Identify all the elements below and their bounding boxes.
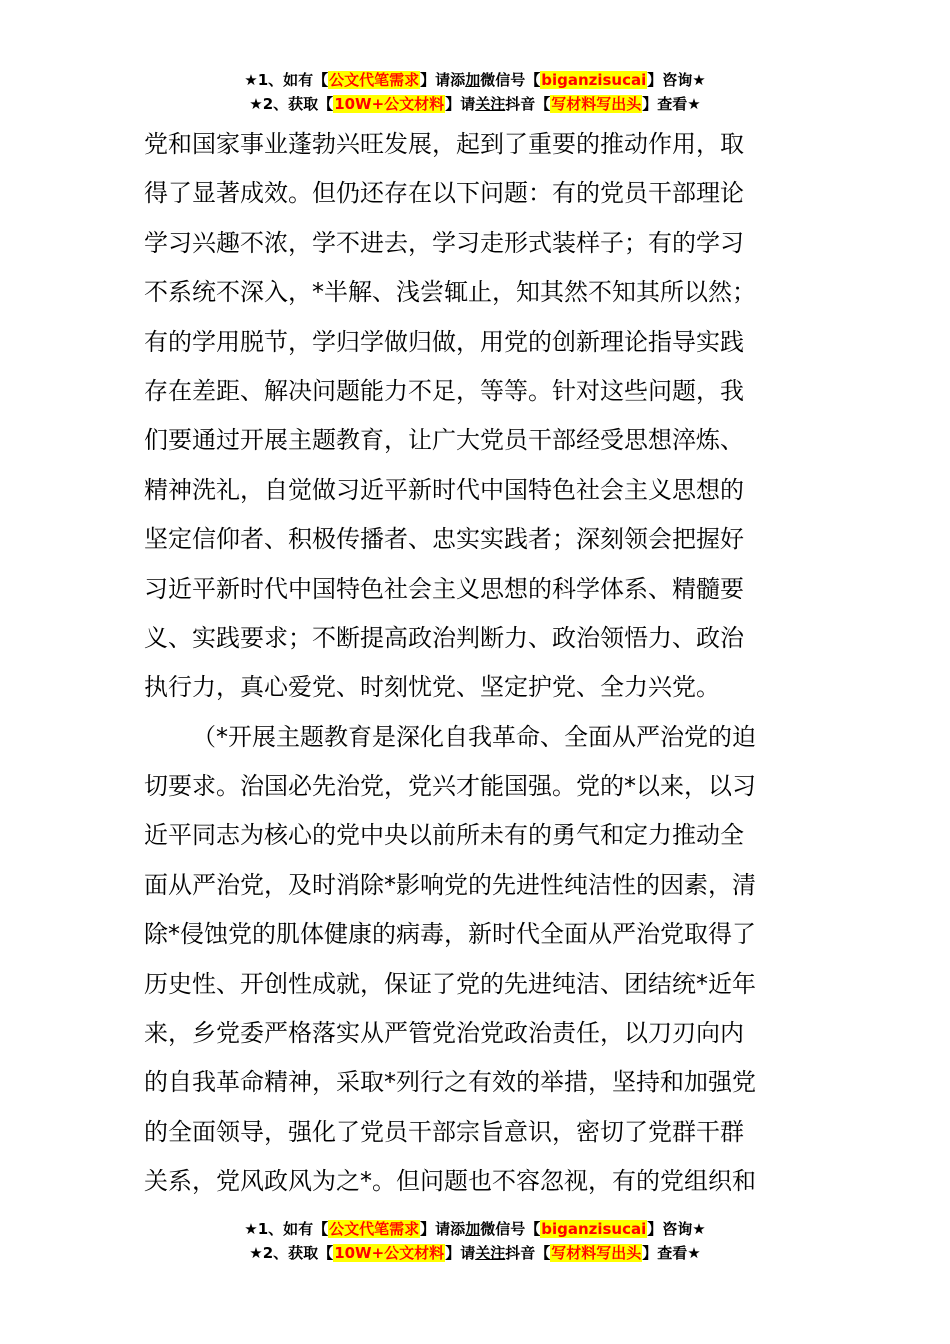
footer-banner [0, 1217, 950, 1265]
banner-text: 】查看★ [642, 95, 701, 113]
banner-text: 微信号【 [480, 1220, 541, 1238]
banner-text: 抖音【 [505, 1244, 551, 1262]
text-line: 历史性、开创性成就，保证了党的先进纯洁、团结统*近年 [144, 969, 756, 998]
banner-highlight: 10W+公文材料 [334, 95, 445, 113]
text-line: 切要求。治国必先治党，党兴才能国强。党的*以来，以习 [144, 772, 756, 801]
banner-highlight: 公文代笔需求 [329, 71, 420, 89]
banner-text: 】请添 [420, 71, 466, 89]
banner-line-1 [0, 1217, 950, 1241]
document-body [144, 120, 809, 1207]
text-line: 面从严治党，及时消除*影响党的先进性纯洁性的因素，清 [144, 870, 756, 899]
banner-text: 】查看★ [642, 1244, 701, 1262]
text-line: 有的学用脱节，学归学做归做，用党的创新理论指导实践 [144, 327, 744, 356]
text-line: 习近平新时代中国特色社会主义思想的科学体系、精髓要 [144, 574, 744, 603]
banner-underlined-text: 关注 [475, 1244, 506, 1262]
text-line: 近平同志为核心的党中央以前所未有的勇气和定力推动全 [144, 821, 744, 850]
banner-text: ★1、如有【 [244, 71, 329, 89]
text-line: 得了显著成效。但仍还存在以下问题：有的党员干部理论 [144, 179, 744, 208]
banner-highlight: 写材料写出头 [551, 1244, 642, 1262]
banner-text: 抖音【 [505, 95, 551, 113]
banner-text: 微信号【 [480, 71, 541, 89]
text-line: 党和国家事业蓬勃兴旺发展，起到了重要的推动作用，取 [144, 130, 744, 158]
header-banner [0, 68, 950, 116]
text-line: 坚定信仰者、积极传播者、忠实实践者；深刻领会把握好 [144, 525, 744, 554]
banner-text: 】请 [445, 95, 476, 113]
banner-text: 】请 [445, 1244, 476, 1262]
text-line: 不系统不深入，*半解、浅尝辄止，知其然不知其所以然； [144, 278, 756, 307]
banner-highlight: biganzisucai [541, 1220, 647, 1238]
text-line: 的全面领导，强化了党员干部宗旨意识，密切了党群干群 [144, 1117, 744, 1146]
banner-text: 】咨询★ [647, 71, 706, 89]
banner-highlight: 10W+公文材料 [334, 1244, 445, 1262]
banner-highlight: 公文代笔需求 [329, 1220, 420, 1238]
banner-line-2 [0, 1241, 950, 1265]
banner-line-1 [0, 68, 950, 92]
text-line: 的自我革命精神，采取*列行之有效的举措，坚持和加强党 [144, 1068, 756, 1097]
banner-text: ★2、获取【 [249, 1244, 334, 1262]
banner-highlight: biganzisucai [541, 71, 647, 89]
banner-highlight: 写材料写出头 [551, 95, 642, 113]
banner-text: 】请添 [420, 1220, 466, 1238]
text-line: 来，乡党委严格落实从严管党治党政治责任，以刀刃向内 [144, 1019, 744, 1048]
banner-underlined-text: 关注 [475, 95, 506, 113]
banner-underlined-text: 加 [465, 71, 481, 89]
text-line: 学习兴趣不浓，学不进去，学习走形式装样子；有的学习 [144, 228, 744, 257]
banner-text: ★2、获取【 [249, 95, 334, 113]
text-line: 除*侵蚀党的肌体健康的病毒，新时代全面从严治党取得了 [144, 920, 756, 949]
paragraph-start-line: （*开展主题教育是深化自我革命、全面从严治党的迫 [192, 722, 756, 751]
banner-text: ★1、如有【 [244, 1220, 329, 1238]
banner-underlined-text: 加 [465, 1220, 481, 1238]
text-line: 存在差距、解决问题能力不足，等等。针对这些问题，我 [144, 376, 744, 405]
banner-line-2 [0, 92, 950, 116]
text-line: 关系，党风政风为之*。但问题也不容忽视，有的党组织和 [144, 1167, 756, 1196]
banner-text: 】咨询★ [647, 1220, 706, 1238]
text-line: 义、实践要求；不断提高政治判断力、政治领悟力、政治 [144, 623, 744, 652]
text-line: 们要通过开展主题教育，让广大党员干部经受思想淬炼、 [144, 426, 744, 455]
text-line: 精神洗礼，自觉做习近平新时代中国特色社会主义思想的 [144, 475, 744, 504]
text-line: 执行力，真心爱党、时刻忧党、坚定护党、全力兴党。 [144, 673, 720, 702]
